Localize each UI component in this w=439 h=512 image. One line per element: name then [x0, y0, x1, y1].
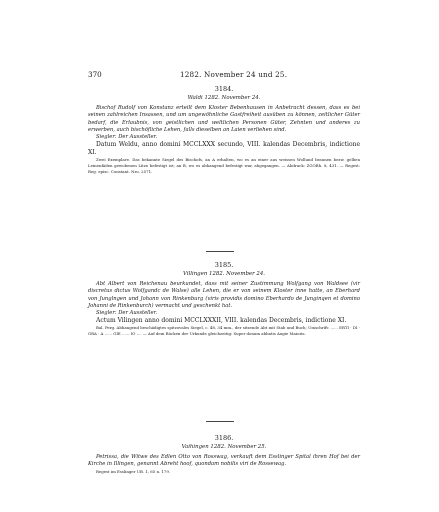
section-divider	[206, 251, 234, 252]
entry-note: Bal. Perg. Abhangend beschädigtes spitzovales Siegel, c. 48, 34 mm., der sitzende Abt mit Stab und Buch; Umschrift: ...... ERTI · DI · GRA · A ...... GIE ...... IO .... — Auf dem Rücken der Urkunde gleichzeitig: Super donum abbatis Augie Maioris.	[88, 325, 360, 337]
running-head: 1282. November 24 und 25.	[180, 70, 288, 79]
siegler-label: Siegler:	[96, 310, 117, 317]
entry-regest: Petrissa, die Witwe des Edlen Otto von Rosswag, verkauft dem Esslinger Spital ihren Hof bei der Kirche in Illingen, genannt Abreht hoof, quondam nobilis viri de Rossewag.	[88, 454, 360, 468]
document-entry-3184	[88, 85, 360, 174]
entry-regest: Abt Albert von Reichenau beurkundet, dass mit seiner Zustimmung Wolfgang von Waldsee (vir discretus dictus Wolfgandc de Walse) alle Lehen, die er von seinem Kloster inne hatte, an Eberhard von Junglngen und Johann von Rinkenburg (viris providis domino Eberhardo de Junginqen et domino Johanni de Rinkenburch) vermacht und geschenkt hat.	[88, 281, 360, 309]
document-entry-3186	[88, 434, 360, 474]
entry-number: 3185.	[214, 261, 234, 269]
page-number: 370	[88, 70, 102, 79]
entry-siegler	[96, 134, 360, 141]
section-divider	[206, 421, 234, 422]
entry-number: 3184.	[214, 85, 234, 93]
siegler-label: Siegler:	[96, 134, 117, 141]
entry-dateline: Vaihingen 1282. November 25.	[181, 444, 267, 450]
entry-siegler	[96, 310, 360, 317]
entry-note: Zwei Exemplare. Das bekannte Siegel des Bischofs, an A erhalten, wo es an einer aus weissen Wollund braunen bezw. gelben Leinenfäden gewobenen Litze befestigt ist; an B, wo es abhangend befestigt war, abgegangen. — Abdruck: ZGORh. 8, 431. — Regest: Reg. episc. Constant. Nro. 2571.	[88, 157, 360, 174]
page-header	[88, 70, 358, 80]
entry-regest: Bischof Rudolf von Konstanz erteilt dem Kloster Bebenhausen in Anbetracht dessen, dass es bei seinen zahlreichen Insassen, und um ungewöhnliche Gastfreiheit ausüben zu können, zeitlicher Güter bedarf, die Erlaubnis, von geistlichen und weltlichen Personen Güter, Zehnten und anderes zu erwerben, auch bischöfliche Lehen, falls dieselben an Laien verliehen sind.	[88, 105, 360, 133]
entry-dateline: Waldi 1282. November 24.	[187, 95, 261, 101]
siegler-value: Der Aussteller.	[118, 134, 158, 141]
entry-datum: Datum Weldu, anno domini MCCLXXX secundo, VIII. kalendas Decembris, indictione XI.	[88, 141, 360, 157]
document-entry-3185	[88, 261, 360, 337]
entry-note: Regest im Esslinger UB. 1, 65 n. 179.	[96, 468, 171, 474]
entry-number: 3186.	[214, 434, 234, 442]
entry-datum: Actum Vilingen anno domini MCCLXXXII, VIII. kalendas Decembris, indictione XI.	[96, 317, 347, 325]
entry-dateline: Villingen 1282. November 24.	[183, 271, 265, 277]
siegler-value: Der Aussteller.	[118, 310, 158, 317]
